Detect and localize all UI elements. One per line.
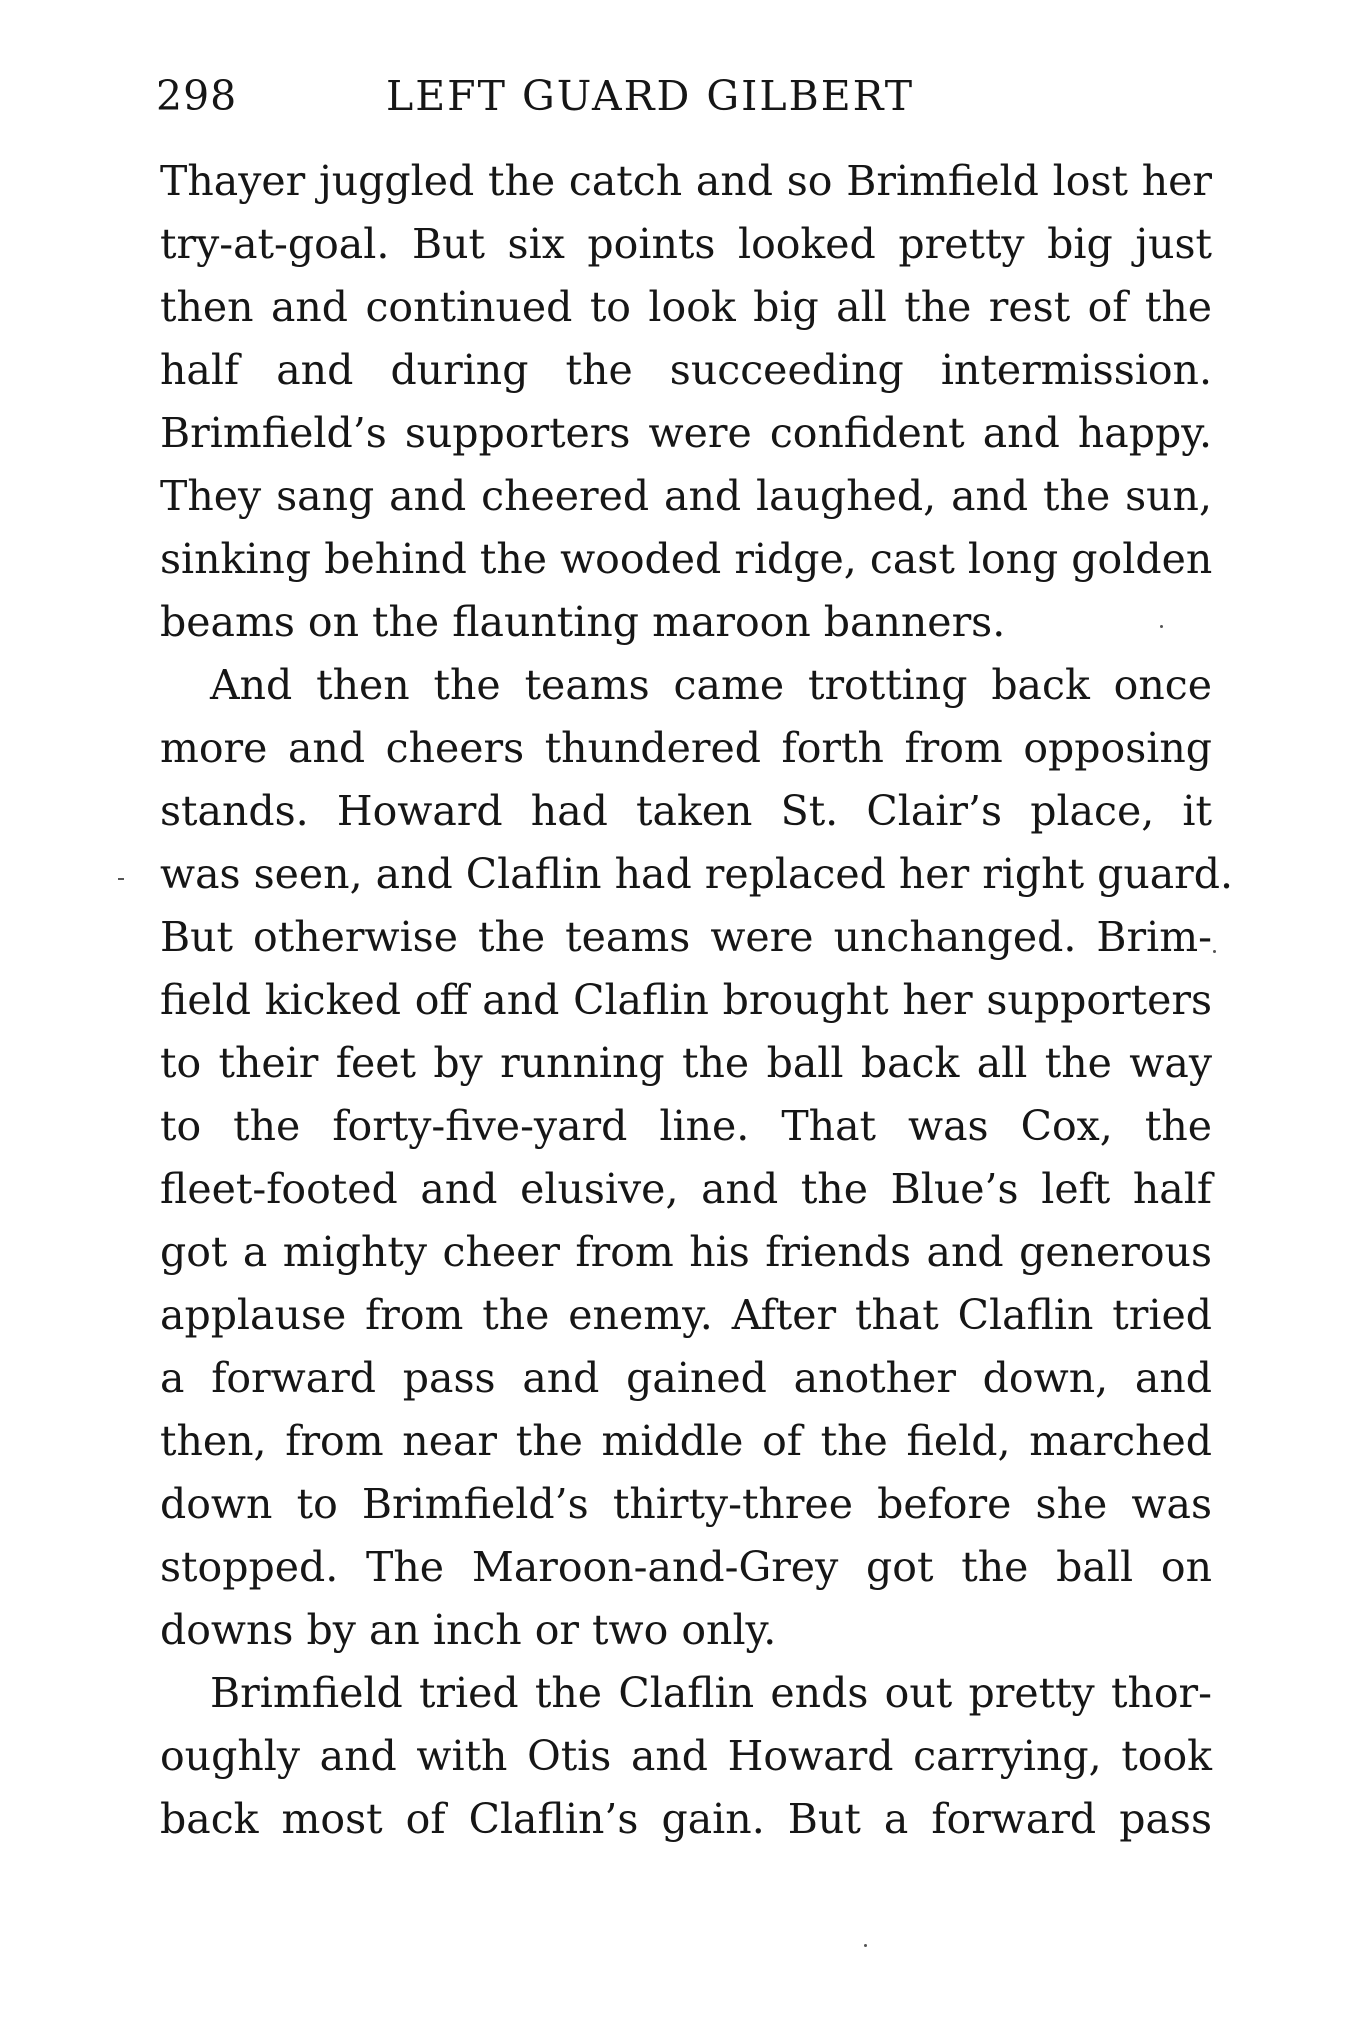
text-line: oughly and with Otis and Howard carrying, took (160, 1732, 1212, 1780)
page-number: 298 (156, 72, 238, 120)
text-line: was seen, and Claflin had replaced her right guard. (160, 850, 1234, 898)
text-line: They sang and cheered and laughed, and the sun, (160, 472, 1212, 520)
scan-speck (864, 1944, 867, 1947)
text-line: more and cheers thundered forth from opposing (160, 724, 1212, 772)
running-head (156, 68, 1216, 124)
text-line: downs by an inch or two only. (160, 1606, 777, 1654)
text-line: a forward pass and gained another down, and (160, 1354, 1212, 1402)
text-line: field kicked off and Claflin brought her supporters (160, 976, 1212, 1024)
text-line: Brimfield’s supporters were confident and happy. (160, 409, 1212, 457)
paragraph-1 (160, 150, 1212, 654)
text-line: stands. Howard had taken St. Clair’s place, it (160, 787, 1212, 835)
body-text (160, 150, 1234, 1851)
text-line: Brimfield tried the Claflin ends out pretty thor- (210, 1669, 1212, 1717)
text-line: Thayer juggled the catch and so Brimfield lost her (160, 157, 1212, 205)
text-line: got a mighty cheer from his friends and generous (160, 1228, 1212, 1276)
text-line: to the forty-five-yard line. That was Cox, the (160, 1102, 1212, 1150)
text-line: to their feet by running the ball back all the way (160, 1039, 1212, 1087)
text-line: And then the teams came trotting back once (210, 661, 1212, 709)
scan-speck (1213, 950, 1216, 953)
scan-speck (1160, 625, 1163, 628)
text-line: stopped. The Maroon-and-Grey got the ball on (160, 1543, 1212, 1591)
text-line: beams on the flaunting maroon banners. (160, 598, 1006, 646)
text-line: back most of Claflin’s gain. But a forward pass (160, 1795, 1212, 1843)
text-line: sinking behind the wooded ridge, cast long golden (160, 535, 1213, 583)
text-line: fleet-footed and elusive, and the Blue’s left half (160, 1165, 1212, 1213)
text-line: then and continued to look big all the rest of the (160, 283, 1212, 331)
text-line: down to Brimfield’s thirty-three before she was (160, 1480, 1212, 1528)
text-line: But otherwise the teams were unchanged. Brim- (160, 913, 1212, 961)
scan-speck (118, 878, 124, 880)
book-title: LEFT GUARD GILBERT (386, 72, 915, 120)
text-line: then, from near the middle of the field, marched (160, 1417, 1212, 1465)
text-line: try-at-goal. But six points looked pretty big just (160, 220, 1212, 268)
text-line: half and during the succeeding intermission. (160, 346, 1212, 394)
paragraph-3 (160, 1662, 1212, 1851)
paragraph-2 (160, 654, 1234, 1662)
text-line: applause from the enemy. After that Claflin tried (160, 1291, 1212, 1339)
